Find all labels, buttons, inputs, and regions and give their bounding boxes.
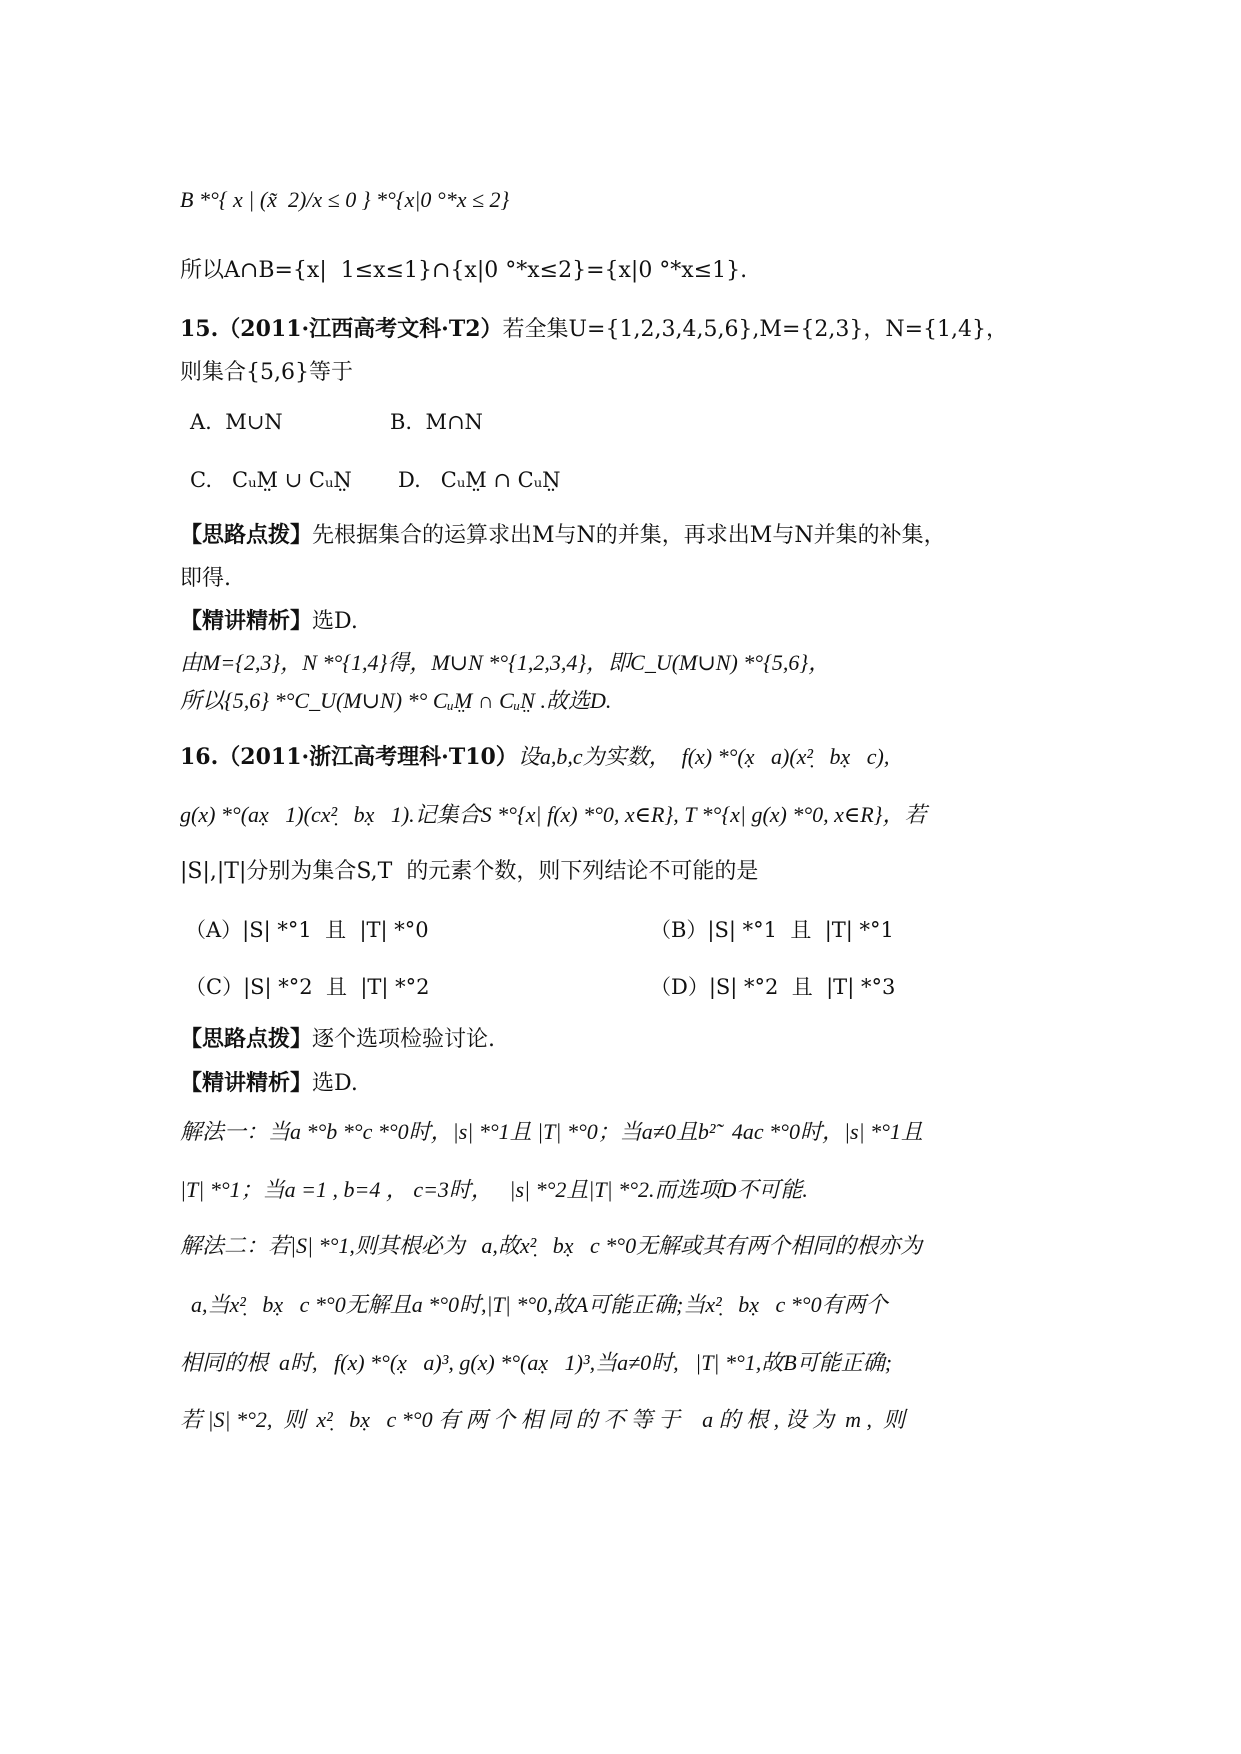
method-2-line-3: 相同的根 a时, f(x) *°(x̣ a)³, g(x) *°(ax̣ 1)³,当a≠0时, |T| *°1,故B可能正确; (180, 1350, 893, 1375)
hint-text: 先根据集合的运算求出M与N的并集，再求出M与N并集的补集， (312, 523, 946, 548)
problem-16-statement-2: g(x) *°(ax̣ 1)(cx²̣ bx̣ 1).记集合S *°{x| f(x) *°0, x∈R}, T *°{x| g(x) *°0, x∈R}，若 (180, 802, 927, 827)
analysis-answer-16: 选D. (312, 1071, 358, 1096)
problem-16-statement: 设a,b,c为实数， f(x) *°(x̣ a)(x²̣ bx̣ c), (517, 744, 890, 769)
problem-15-solution-line-1: 由M={2,3}，N *°{1,4}得，M∪N *°{1,2,3,4}，即C_U(M∪N) *°{5,6}， (180, 650, 831, 675)
problem-15-header (180, 314, 1008, 345)
hint-tag-16: 【思路点拨】 (180, 1026, 313, 1052)
problem-16-hint (180, 1024, 495, 1055)
problem-16-option-a: （A）|S| *°1 且 |T| *°0 (185, 918, 429, 942)
problem-16-option-b: （B）|S| *°1 且 |T| *°1 (650, 918, 894, 942)
problem-16-number: 16.（2011·浙江高考理科·T10） (180, 744, 518, 770)
method-2-line-4: 若 |S| *°2, 则 x²̣ bx̣ c *°0 有 两 个 相 同 的 不 等 于 a 的 根 , 设 为 m , 则 (180, 1407, 905, 1432)
hint-tag: 【思路点拨】 (180, 522, 313, 548)
problem-15-question: 则集合{5,6}等于 (180, 360, 353, 385)
problem-15-option-c: C. CᵤM̤ ∪ CᵤN̤ (190, 468, 352, 492)
problem-15-option-d: D. CᵤM̤ ∩ CᵤN̤ (398, 468, 561, 492)
method-1-line-2: |T| *°1；当a =1 , b=4 ， c=3时， |s| *°2且|T| *°2.而选项D不可能. (180, 1177, 808, 1202)
problem-15-option-b: B. M∩N (390, 410, 483, 434)
problem-15-hint-cont: 即得. (180, 566, 231, 591)
problem-15-statement: 若全集U={1,2,3,4,5,6},M={2,3}，N={1,4}， (502, 317, 1009, 342)
analysis-tag: 【精讲精析】 (180, 608, 313, 634)
hint-text-16: 逐个选项检验讨论. (312, 1027, 496, 1052)
problem-15-analysis (180, 606, 358, 637)
problem-15-hint (180, 520, 946, 551)
problem-16-header (180, 742, 889, 773)
problem-16-option-d: （D）|S| *°2 且 |T| *°3 (650, 975, 896, 999)
intersection-result: 所以A∩B={x| 1≤x≤1}∩{x|0 °*x≤2}={x|0 °*x≤1}. (180, 258, 748, 283)
problem-15-option-a: A. M∪N (190, 410, 283, 434)
method-2-line-1: 解法二：若|S| *°1,则其根必为 a,故x²̣ bx̣ c *°0无解或其有两个相同的根亦为 (180, 1233, 923, 1258)
method-2-line-2: a,当x²̣ bx̣ c *°0无解且a *°0时,|T| *°0,故A可能正确;当x²̣ bx̣ c *°0有两个 (180, 1292, 888, 1317)
analysis-tag-16: 【精讲精析】 (180, 1070, 313, 1096)
problem-16-analysis (180, 1068, 358, 1099)
problem-15-solution-line-2: 所以{5,6} *°C_U(M∪N) *° CᵤM̤ ∩ CᵤN̤ .故选D. (180, 688, 612, 713)
problem-15-number: 15.（2011·江西高考文科·T2） (180, 316, 503, 342)
problem-16-option-c: （C）|S| *°2 且 |T| *°2 (185, 975, 430, 999)
set-b-definition: B *°{ x | (x̃ 2)/x ≤ 0 } *°{x|0 °*x ≤ 2} (180, 187, 510, 212)
analysis-answer: 选D. (312, 609, 358, 634)
problem-16-question: |S|,|T|分别为集合S,T 的元素个数，则下列结论不可能的是 (180, 859, 759, 884)
method-1-line-1: 解法一：当a *°b *°c *°0时，|s| *°1且 |T| *°0；当a≠0且b²̃ 4ac *°0时，|s| *°1且 (180, 1119, 923, 1144)
